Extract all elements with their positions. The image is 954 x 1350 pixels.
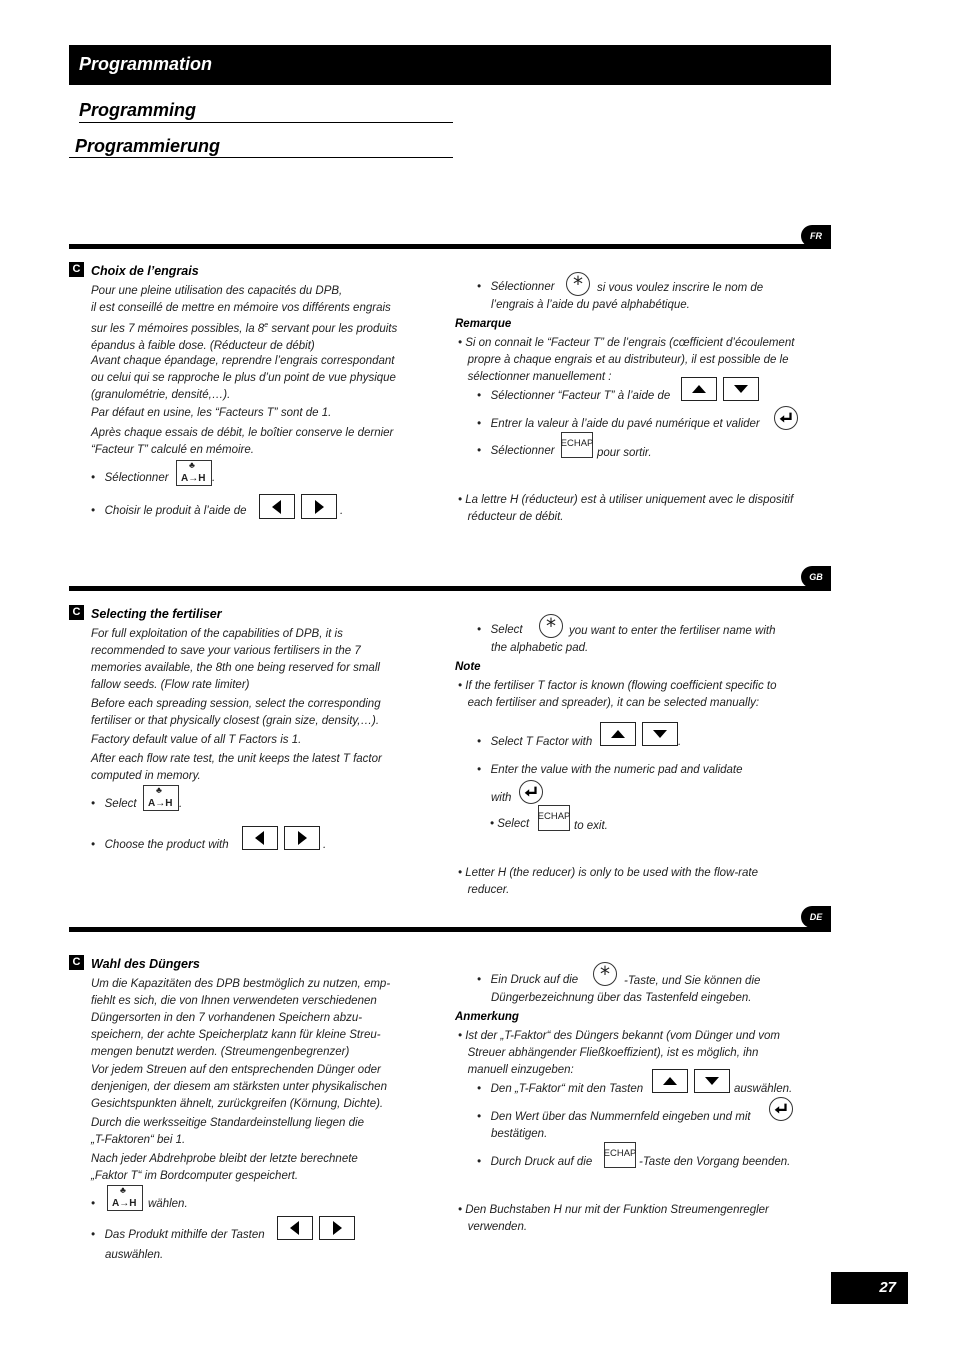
paragraph: Vor jedem Streuen auf den entsprechenden Dünger oder denjenigen, der diesem am stärksten unter physikalischen Gesichtspunkten ähnelt, zurückgreifen (Körnung, Dichte). <box>91 1064 387 1110</box>
list-item: • Den „T-Faktor“ mit den Tasten <box>477 1083 644 1095</box>
section-marker: C <box>69 262 84 277</box>
note-title: Remarque <box>455 318 512 330</box>
echap-key-icon: ECHAP <box>561 432 593 458</box>
paragraph: Par défaut en usine, les “Facteurs T” sont de 1. <box>91 407 332 419</box>
list-item: • Choisir le produit à l’aide de <box>91 505 247 517</box>
arrow-left-key-icon <box>277 1216 313 1240</box>
title-programmierung: Programmierung <box>69 136 453 158</box>
paragraph: Factory default value of all T Factors is 1. <box>91 734 302 746</box>
list-item: • Select <box>490 818 530 830</box>
section-title: Wahl des Düngers <box>91 957 200 971</box>
list-item: • Sélectionner <box>477 281 555 293</box>
note-title: Note <box>455 661 481 673</box>
a-to-h-key-icon: ♣ A→H <box>143 785 179 811</box>
note: • Letter H (the reducer) is only to be used with the flow-rate reducer. <box>458 867 758 896</box>
arrow-up-key-icon <box>681 377 717 401</box>
enter-key-icon <box>774 406 798 430</box>
star-key-icon: * <box>593 962 617 986</box>
header-banner <box>69 45 831 85</box>
section-title: Selecting the fertiliser <box>91 607 222 621</box>
section-divider-de <box>69 927 831 932</box>
a-to-h-key-icon: ♣ A→H <box>176 460 212 486</box>
arrow-up-key-icon <box>600 722 636 746</box>
section-marker: C <box>69 605 84 620</box>
paragraph: Pour une pleine utilisation des capacités du DPB, il est conseillé de mettre en mémoire vos différents engrais sur les 7 mémoires possibles, la 8e servant pour les produits épandus à faible dose. (Réducteur de débit) <box>91 285 398 352</box>
arrow-down-key-icon <box>642 722 678 746</box>
banner-title: Programmation <box>79 54 213 74</box>
section-divider-fr <box>69 244 831 249</box>
a-to-h-key-icon: ♣ A→H <box>107 1185 143 1211</box>
language-tag-de: DE <box>801 906 831 928</box>
note: • Den Buchstaben H nur mit der Funktion Streumengenregler verwenden. <box>458 1204 769 1233</box>
list-item: • Sélectionner “Facteur T” à l’aide de <box>477 390 671 402</box>
list-item: • Select T Factor with <box>477 736 593 748</box>
paragraph: Nach jeder Abdrehprobe bleibt der letzte berechnete „Faktor T“ im Bordcomputer gespeichert. <box>91 1153 358 1182</box>
section-divider-gb <box>69 586 831 591</box>
note: • Ist der „T-Faktor“ des Düngers bekannt (vom Dünger und vom Streuer abhängender Fließkoeffizient), ist es möglich, ihn manuell einzugeben: <box>458 1030 780 1076</box>
star-key-icon: * <box>539 614 563 638</box>
star-key-icon: * <box>566 272 590 296</box>
arrow-left-key-icon <box>242 826 278 850</box>
arrow-right-key-icon <box>319 1216 355 1240</box>
note: • If the fertiliser T factor is known (flowing coefficient specific to each fertiliser and spreader), it can be selected manually: <box>458 680 777 709</box>
list-item: • Den Wert über das Nummernfeld eingeben und mit <box>477 1111 751 1123</box>
list-item: • Select <box>91 798 137 810</box>
echap-key-icon: ECHAP <box>604 1142 636 1168</box>
list-item: • Entrer la valeur à l’aide du pavé numérique et valider <box>477 418 760 430</box>
list-item: • Sélectionner <box>91 472 169 484</box>
list-item: • Sélectionner <box>477 445 555 457</box>
arrow-right-key-icon <box>301 494 337 519</box>
list-item: • Ein Druck auf die <box>477 974 579 986</box>
paragraph: Durch die werksseitige Standardeinstellung liegen die „T-Faktoren“ bei 1. <box>91 1117 364 1146</box>
paragraph: Before each spreading session, select the corresponding fertiliser or that physically closest (grain size, density,…). <box>91 698 381 727</box>
paragraph: Avant chaque épandage, reprendre l’engrais correspondant ou celui qui se rapproche le plus d’un point de vue physique (granulométrie, densité,…). <box>91 355 396 401</box>
arrow-down-key-icon <box>723 377 759 401</box>
language-tag-fr: FR <box>801 225 831 247</box>
enter-key-icon <box>769 1097 793 1121</box>
note: • Si on connait le “Facteur T” de l’engrais (cœfficient d’écoulement propre à chaque engrais et au distributeur), il est possible de le sélectionner manuellement : <box>458 337 795 383</box>
title-programming: Programming <box>79 100 453 123</box>
arrow-up-key-icon <box>652 1069 688 1093</box>
list-item: • Choose the product with <box>91 839 229 851</box>
echap-key-icon: ECHAP <box>538 805 570 831</box>
arrow-left-key-icon <box>259 494 295 519</box>
list-item: • Enter the value with the numeric pad and validate <box>477 764 743 776</box>
note-title: Anmerkung <box>455 1011 519 1023</box>
list-item: • Select <box>477 624 523 636</box>
page-number: 27 <box>831 1272 908 1304</box>
language-tag-gb: GB <box>801 566 831 588</box>
section-marker: C <box>69 955 84 970</box>
section-title: Choix de l’engrais <box>91 264 199 278</box>
list-item: • Durch Druck auf die <box>477 1156 593 1168</box>
list-item: • <box>91 1198 96 1210</box>
list-item: • Das Produkt mithilfe der Tasten <box>91 1229 265 1241</box>
paragraph: For full exploitation of the capabilities of DPB, it is recommended to save your various fertilisers in the 7 memories available, the 8th one being reserved for small fallow seeds. (Flow rate limiter) <box>91 628 380 691</box>
arrow-right-key-icon <box>284 826 320 850</box>
paragraph: Um die Kapazitäten des DPB bestmöglich zu nutzen, emp- fiehlt es sich, die von Ihnen verwendeten verschiedenen Düngersorten in den 7 vorhandenen Speichern abzu- speichern, der achte Speicherplatz kann für kleine Streu- mengen benutzt werden. (Streumengenbegrenzer) <box>91 978 391 1058</box>
paragraph: Après chaque essais de débit, le boîtier conserve le dernier “Facteur T” calculé en mémoire. <box>91 427 394 456</box>
paragraph: After each flow rate test, the unit keeps the latest T factor computed in memory. <box>91 753 382 782</box>
enter-key-icon <box>519 780 543 804</box>
note: • La lettre H (réducteur) est à utiliser uniquement avec le dispositif réducteur de débit. <box>458 494 794 523</box>
arrow-down-key-icon <box>694 1069 730 1093</box>
